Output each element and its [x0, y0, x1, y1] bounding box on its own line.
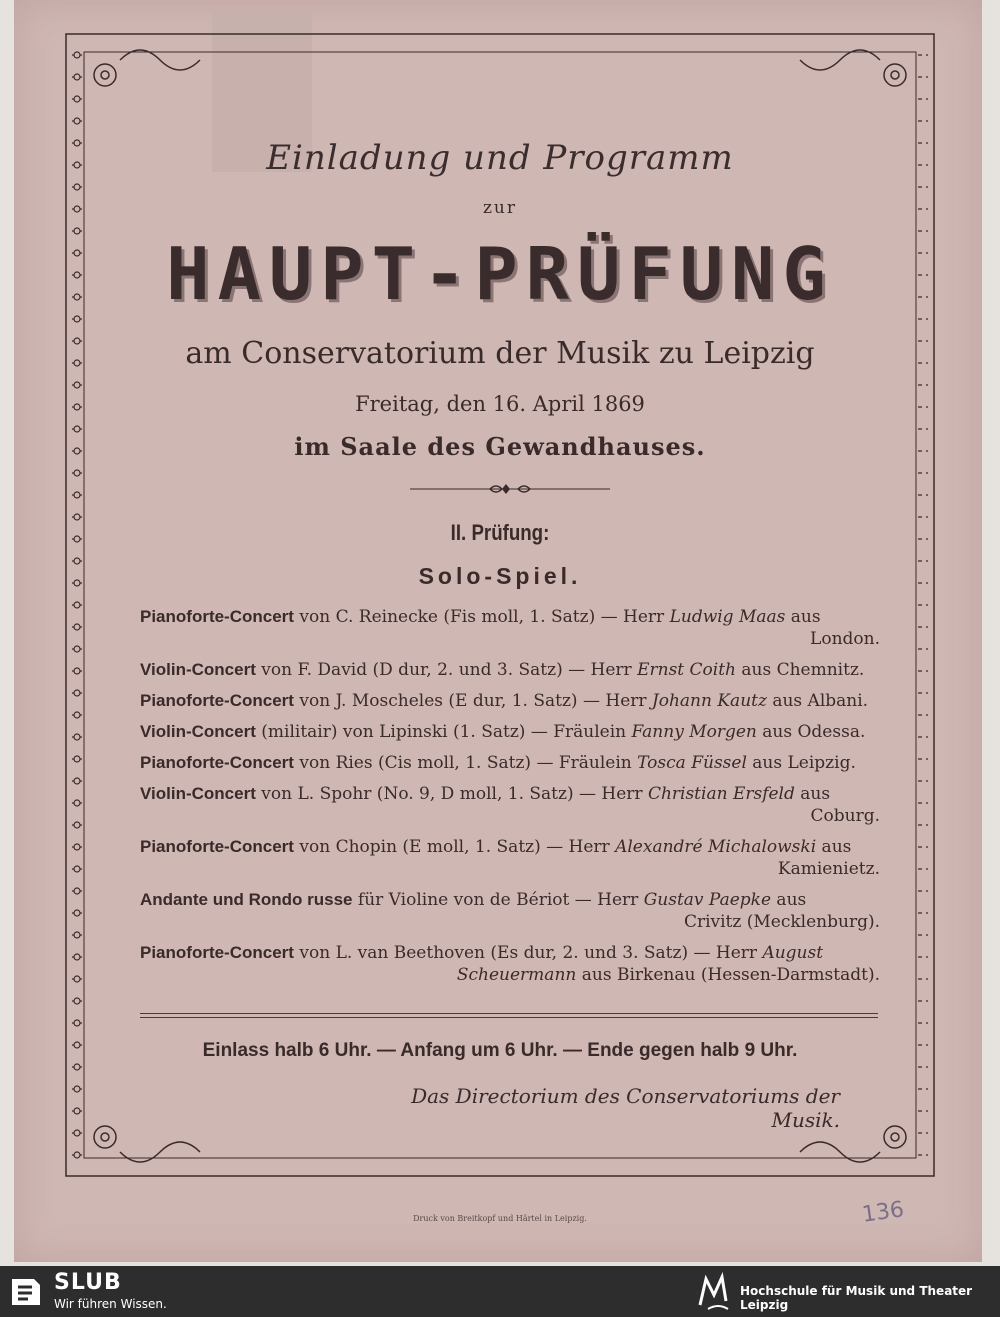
- section-heading: II. Prüfung:: [450, 520, 550, 545]
- program-item: [140, 721, 880, 743]
- performer-origin-continued: Crivitz (Mecklenburg).: [683, 912, 880, 932]
- work-title: Pianoforte-Concert: [140, 607, 294, 626]
- performer-name: Tosca Füssel: [637, 753, 747, 773]
- program-item: [140, 690, 880, 712]
- program-list: [140, 606, 880, 995]
- performer-name: August: [762, 943, 824, 963]
- work-details: von Chopin (E moll, 1. Satz) — Herr: [293, 837, 616, 857]
- work-title: Violin-Concert: [140, 660, 256, 679]
- performer-origin: aus Chemnitz.: [735, 660, 865, 680]
- work-details: (militair) von Lipinski (1. Satz) — Fräulein: [255, 722, 632, 742]
- performer-origin: aus: [771, 890, 807, 910]
- slub-brand: SLUB: [54, 1270, 122, 1295]
- program-item: [140, 606, 880, 650]
- slub-logo-icon: [8, 1273, 46, 1311]
- divider-ornament-icon: [410, 480, 610, 498]
- institution-line: am Conservatorium der Musik zu Leipzig: [185, 336, 815, 371]
- event-date: Freitag, den 16. April 1869: [355, 392, 645, 416]
- performer-origin: aus: [816, 837, 852, 857]
- signatory: Das Directorium des Conservatoriums der Musik.: [411, 1084, 840, 1132]
- printer-imprint: Druck von Breitkopf und Härtel in Leipzig.: [413, 1214, 587, 1223]
- program-item: [140, 942, 880, 986]
- archive-number: 136: [860, 1197, 906, 1228]
- work-title: Pianoforte-Concert: [140, 691, 294, 710]
- performer-origin: aus Albani.: [766, 691, 869, 711]
- program-item: [140, 889, 880, 933]
- performer-name: Fanny Morgen: [631, 722, 757, 742]
- work-title: Pianoforte-Concert: [140, 753, 294, 772]
- hmt-logo-icon: [694, 1271, 734, 1313]
- work-details: von C. Reinecke (Fis moll, 1. Satz) — Herr: [293, 607, 670, 627]
- work-title: Pianoforte-Concert: [140, 837, 294, 856]
- work-title: Andante und Rondo russe: [140, 890, 353, 909]
- performer-origin-continued: Coburg.: [810, 806, 880, 826]
- subsection-heading: Solo-Spiel.: [418, 563, 582, 589]
- performer-name: Johann Kautz: [651, 691, 767, 711]
- work-title: Violin-Concert: [140, 722, 256, 741]
- work-details: von F. David (D dur, 2. und 3. Satz) — Herr: [255, 660, 638, 680]
- performer-name: Ludwig Maas: [669, 607, 786, 627]
- performer-origin-continued: [140, 964, 880, 986]
- event-times: Einlass halb 6 Uhr. — Anfang um 6 Uhr. — Ende gegen halb 9 Uhr.: [202, 1040, 798, 1061]
- work-title: Violin-Concert: [140, 784, 256, 803]
- work-details: von J. Moscheles (E dur, 1. Satz) — Herr: [293, 691, 652, 711]
- event-venue: im Saale des Gewandhauses.: [294, 432, 706, 461]
- heading-connector: zur: [482, 198, 518, 218]
- hmt-brand: Hochschule für Musik und Theater Leipzig: [740, 1284, 973, 1312]
- program-item: [140, 752, 880, 774]
- divider-rule: [140, 1017, 878, 1018]
- program-item: [140, 836, 880, 880]
- performer-name: Gustav Paepke: [643, 890, 772, 910]
- performer-origin-continued: London.: [810, 629, 880, 649]
- performer-origin: aus Leipzig.: [746, 753, 856, 773]
- work-title: Pianoforte-Concert: [140, 943, 294, 962]
- main-title: HAUPT-PRÜFUNG: [166, 232, 834, 316]
- performer-name: Alexandré Michalowski: [615, 837, 817, 857]
- work-details: von Ries (Cis moll, 1. Satz) — Fräulein: [293, 753, 638, 773]
- work-details: von L. van Beethoven (Es dur, 2. und 3. Satz) — Herr: [293, 943, 763, 963]
- slub-slogan: Wir führen Wissen.: [54, 1297, 167, 1311]
- performer-origin-text: aus Birkenau (Hessen-Darmstadt).: [576, 965, 880, 985]
- work-details: von L. Spohr (No. 9, D moll, 1. Satz) — Herr: [255, 784, 648, 804]
- performer-origin: aus: [794, 784, 831, 804]
- footer-bar: [0, 1266, 1000, 1317]
- program-item: [140, 783, 880, 827]
- performer-surname: Scheuermann: [456, 965, 577, 985]
- work-details: für Violine von de Bériot — Herr: [352, 890, 644, 910]
- performer-name: Ernst Coith: [637, 660, 736, 680]
- performer-name: Christian Ersfeld: [647, 784, 795, 804]
- performer-origin: aus: [785, 607, 821, 627]
- program-item: [140, 659, 880, 681]
- performer-origin-continued: Kamienietz.: [777, 859, 880, 879]
- performer-origin: aus Odessa.: [756, 722, 866, 742]
- invitation-heading: Einladung und Programm: [266, 138, 734, 178]
- divider-rule: [140, 1013, 878, 1014]
